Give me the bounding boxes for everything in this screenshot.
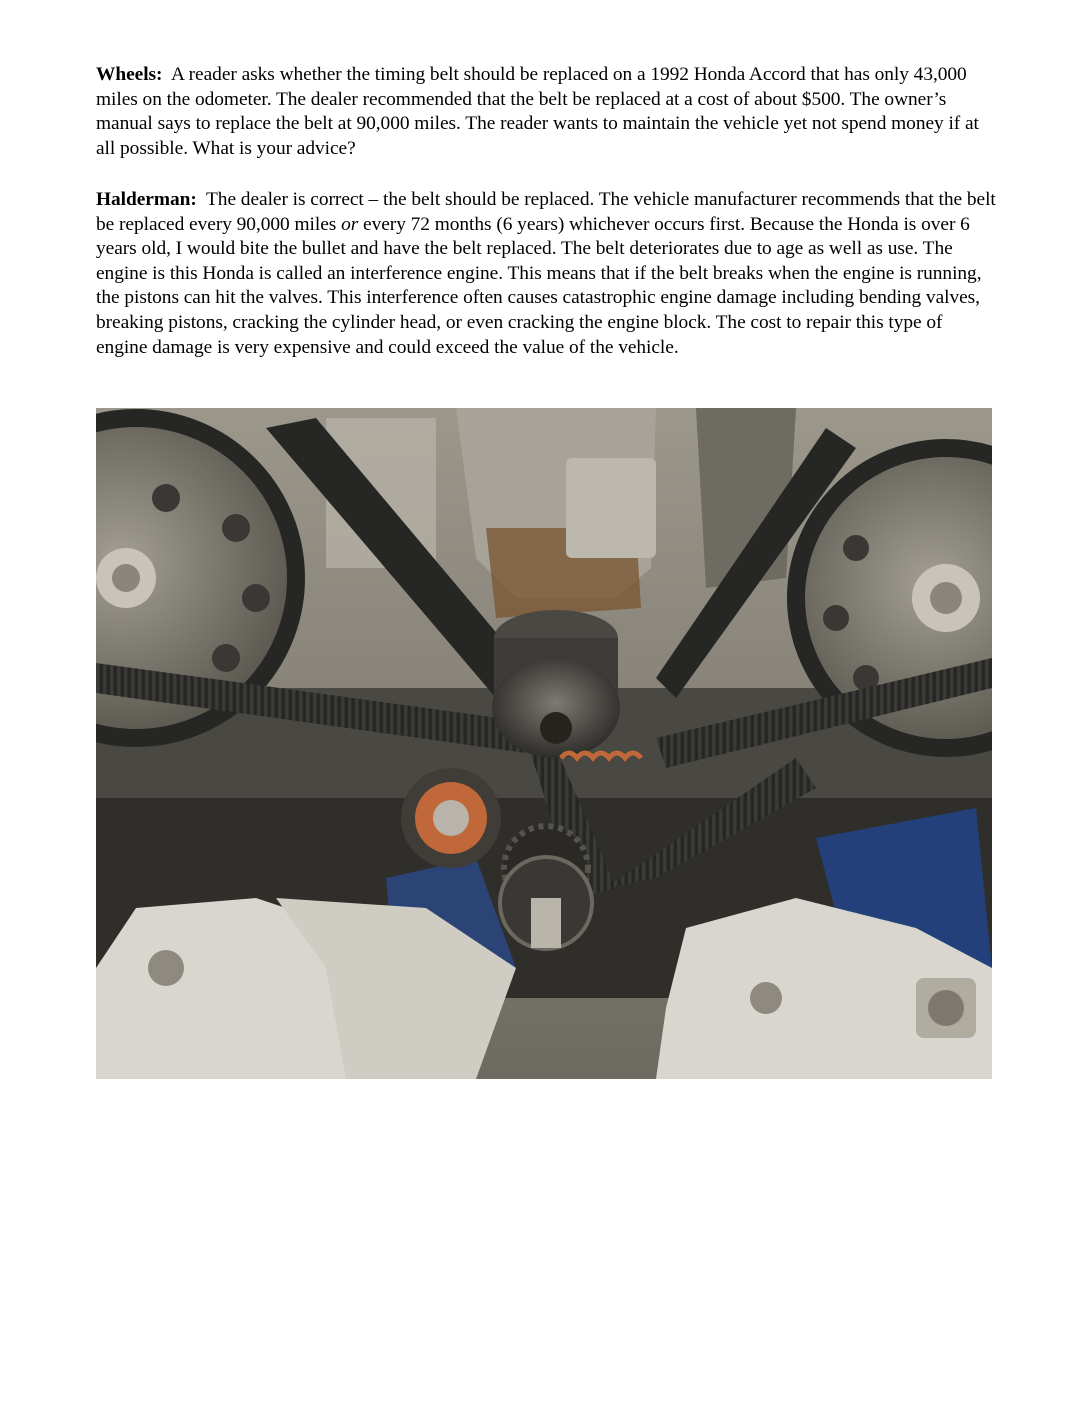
answer-paragraph	[96, 188, 996, 360]
question-text: A reader asks whether the timing belt should be replaced on a 1992 Honda Accord that has only 43,000 miles on the odometer. The dealer recommended that the belt be replaced at a cost of about $500. The owner’s manual says to replace the belt at 90,000 miles. The reader wants to maintain the vehicle yet not spend money if at all possible. What is your advice?	[96, 64, 979, 159]
question-speaker: Wheels:	[96, 64, 163, 85]
timing-belt-photo	[96, 408, 992, 1079]
idler-pulley	[401, 768, 501, 868]
answer-emphasis: or	[341, 213, 359, 235]
answer-speaker: Halderman:	[96, 189, 197, 210]
crank-sprocket	[500, 826, 592, 949]
water-pump-pulley	[492, 610, 620, 758]
question-paragraph	[96, 63, 996, 161]
answer-text-part1: The dealer is correct – the belt should be replaced. The vehicle manufacturer recommends that the belt be replaced every 90,000 miles	[96, 189, 996, 235]
answer-text-part2: every 72 months (6 years) whichever occurs first. Because the Honda is over 6 years old, I would bite the bullet and have the belt replaced. The belt deteriorates due to age as well as use. The engine is this Honda is called an interference engine. This means that if the belt breaks when the engine is running, the pistons can hit the valves. This interference often causes catastrophic engine damage including bending valves, breaking pistons, cracking the cylinder head, or even cracking the engine block. The cost to repair this type of engine damage is very expensive and could exceed the value of the vehicle.	[96, 213, 982, 358]
